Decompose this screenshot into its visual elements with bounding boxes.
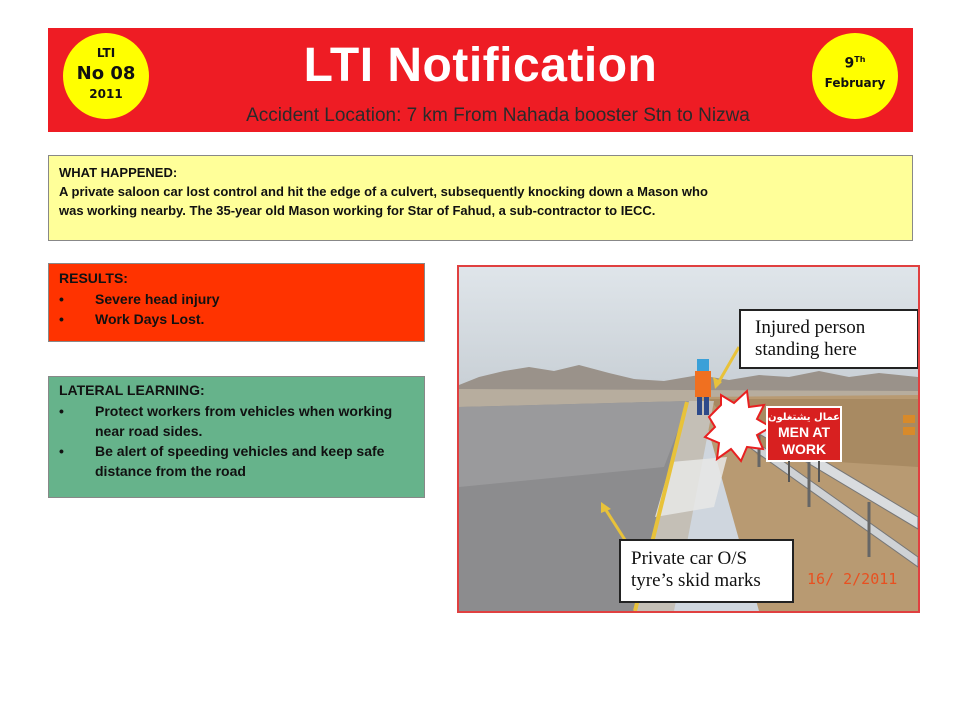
badge-lti-label: LTI <box>96 46 116 60</box>
results-heading: RESULTS: <box>59 270 128 286</box>
what-happened-line-2: was working nearby. The 35-year old Mason working for Star of Fahud, a sub-contractor to IECC. <box>59 203 656 218</box>
badge-lti-number: No 08 <box>76 63 136 84</box>
sign-arabic-text: عمال يشتغلون <box>768 412 840 423</box>
sign-text-line-1: MEN AT <box>777 424 831 440</box>
what-happened-heading: WHAT HAPPENED: <box>59 165 178 180</box>
badge-day: 9Th <box>844 55 866 72</box>
header-banner <box>48 28 913 132</box>
results-list <box>59 289 414 329</box>
accident-location: Accident Location: 7 km From Nahada booster Stn to Nizwa <box>246 105 750 126</box>
badge-lti-year: 2011 <box>89 87 123 101</box>
callout-skid-marks <box>619 539 794 603</box>
accident-photo <box>457 265 920 613</box>
callout-injured-line-2: standing here <box>755 339 857 360</box>
date-badge <box>812 33 898 119</box>
page-title: LTI Notification <box>303 39 658 92</box>
results-box <box>48 263 425 342</box>
lti-number-badge <box>63 33 149 119</box>
badge-month: February <box>824 75 886 90</box>
badge-day-suffix: Th <box>854 55 866 64</box>
photo-date-stamp: 16/ 2/2011 <box>807 570 898 588</box>
callout-injured-person <box>739 309 919 369</box>
lateral-learning-box <box>48 376 425 498</box>
list-item: • Be alert of speeding vehicles and keep safe distance from the road <box>59 441 414 481</box>
callout-skid-line-2: tyre’s skid marks <box>631 570 761 591</box>
list-item: • Work Days Lost. <box>59 309 414 329</box>
what-happened-box <box>48 155 913 241</box>
sign-text-line-2: WORK <box>781 441 827 457</box>
callout-injured-line-1: Injured person <box>755 317 866 338</box>
what-happened-line-1: A private saloon car lost control and hit the edge of a culvert, subsequently knocking down a Mason who <box>59 184 708 199</box>
callout-skid-line-1: Private car O/S <box>631 548 748 569</box>
list-item: • Severe head injury <box>59 289 414 309</box>
lateral-learning-heading: LATERAL LEARNING: <box>59 382 205 398</box>
lateral-learning-list <box>59 401 414 481</box>
list-item: • Protect workers from vehicles when working near road sides. <box>59 401 414 441</box>
